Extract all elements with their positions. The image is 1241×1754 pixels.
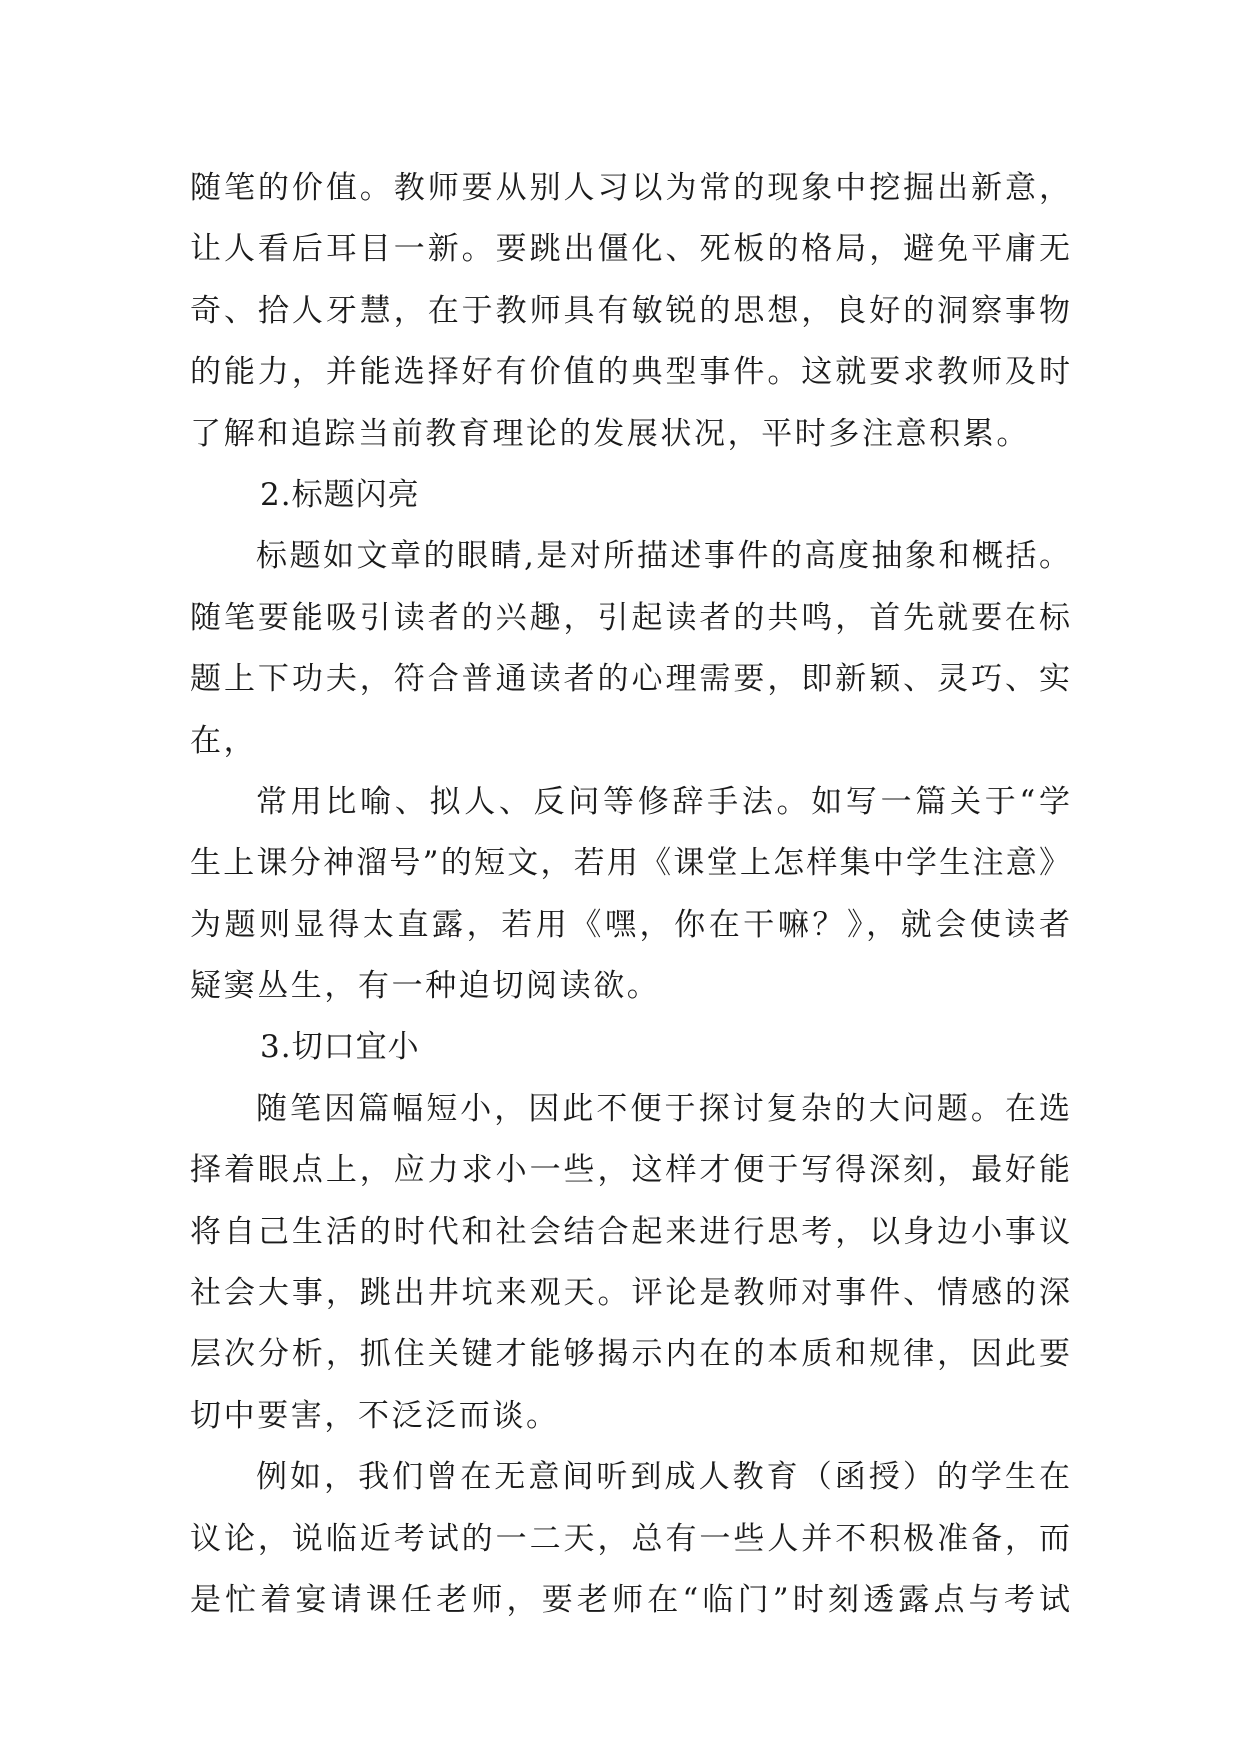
text-line: 3.切口宜小	[260, 1029, 420, 1066]
text-line: 2.标题闪亮	[260, 476, 420, 513]
text-line: 题上下功夫，符合普通读者的心理需要，即新颖、灵巧、实	[190, 661, 1070, 698]
text-line: 常用比喻、拟人、反问等修辞手法。如写一篇关于“学	[256, 783, 1070, 820]
text-line: 生上课分神溜号”的短文，若用《课堂上怎样集中学生注意》	[190, 845, 1070, 882]
text-line: 议论，说临近考试的一二天，总有一些人并不积极准备，而	[190, 1520, 1070, 1557]
text-line: 了解和追踪当前教育理论的发展状况，平时多注意积累。	[190, 415, 1030, 452]
paragraph	[190, 772, 1070, 1018]
text-line: 例如，我们曾在无意间听到成人教育（函授）的学生在	[256, 1459, 1070, 1496]
text-line: 在，	[190, 722, 258, 759]
text-line: 让人看后耳目一新。要跳出僵化、死板的格局，避免平庸无	[190, 231, 1070, 268]
paragraph	[190, 526, 1070, 772]
section-heading	[190, 1017, 1070, 1078]
text-line: 择着眼点上，应力求小一些，这样才便于写得深刻，最好能	[190, 1152, 1070, 1189]
text-line: 随笔的价值。教师要从别人习以为常的现象中挖掘出新意，	[190, 170, 1070, 206]
text-line: 的能力，并能选择好有价值的典型事件。这就要求教师及时	[190, 354, 1070, 391]
paragraph	[190, 1079, 1070, 1447]
text-line: 随笔因篇幅短小，因此不便于探讨复杂的大问题。在选	[256, 1090, 1070, 1127]
text-line: 社会大事，跳出井坑来观天。评论是教师对事件、情感的深	[190, 1275, 1070, 1312]
paragraph	[190, 158, 1070, 465]
text-line: 切中要害，不泛泛而谈。	[190, 1397, 560, 1434]
document-body	[190, 158, 1070, 1631]
paragraph	[190, 1447, 1070, 1631]
text-line: 奇、拾人牙慧，在于教师具有敏锐的思想，良好的洞察事物	[190, 292, 1070, 329]
text-line: 随笔要能吸引读者的兴趣，引起读者的共鸣，首先就要在标	[190, 599, 1070, 636]
text-line: 是忙着宴请课任老师，要老师在“临门”时刻透露点与考试	[190, 1581, 1070, 1618]
text-line: 标题如文章的眼睛,是对所描述事件的高度抽象和概括。	[256, 538, 1070, 575]
section-heading	[190, 465, 1070, 526]
text-line: 层次分析，抓住关键才能够揭示内在的本质和规律，因此要	[190, 1336, 1070, 1373]
text-line: 疑窦丛生，有一种迫切阅读欲。	[190, 968, 661, 1005]
text-line: 为题则显得太直露，若用《嘿，你在干嘛？》，就会使读者	[190, 906, 1070, 943]
text-line: 将自己生活的时代和社会结合起来进行思考，以身边小事议	[190, 1213, 1070, 1250]
